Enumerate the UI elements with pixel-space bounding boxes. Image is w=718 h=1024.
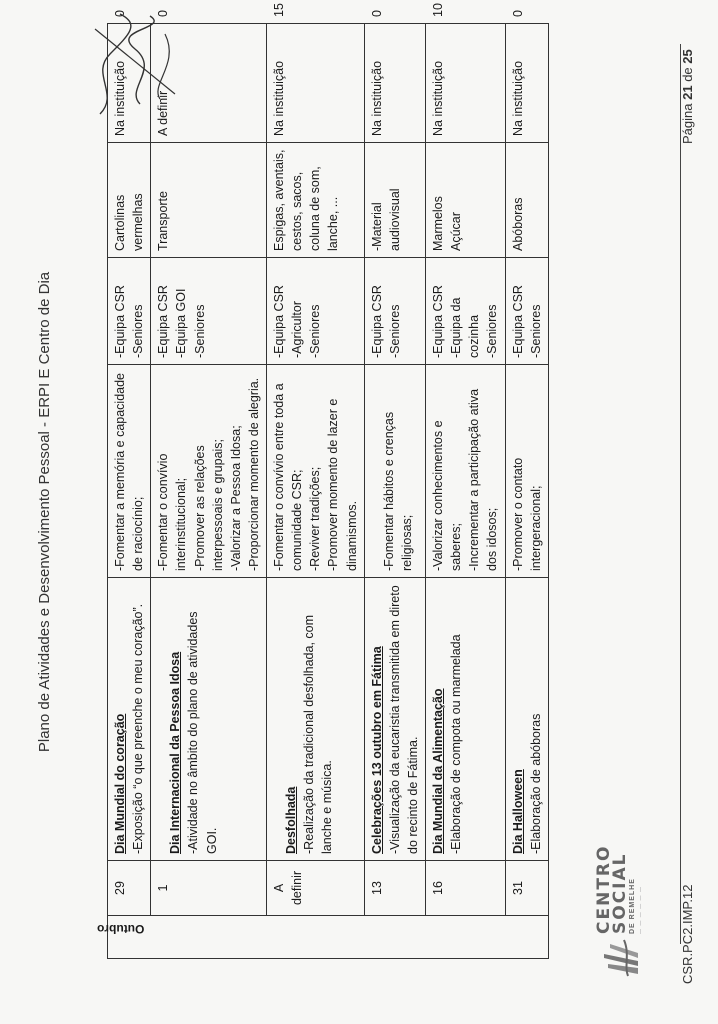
month-cell bbox=[97, 916, 549, 959]
resources-cell bbox=[151, 258, 267, 365]
footer-divider bbox=[680, 44, 681, 944]
objective-text: -Incrementar a participação ativa dos idosos; bbox=[467, 388, 500, 571]
page-prefix: Página bbox=[680, 103, 695, 144]
objectives-cell bbox=[108, 365, 151, 578]
materials-cell bbox=[426, 143, 506, 258]
location-cell: Na instituição bbox=[426, 24, 506, 143]
activity-title: Dia Halloween bbox=[510, 769, 525, 854]
objective-text: -Promover o contato intergeracional; bbox=[510, 457, 543, 571]
activity-title: Dia Internacional da Pessoa Idosa bbox=[168, 651, 183, 854]
objectives-cell bbox=[151, 365, 267, 578]
resource-text: -Seniores bbox=[387, 304, 402, 358]
activity-title: Desfolhada bbox=[284, 786, 298, 854]
activity-cell bbox=[267, 578, 365, 861]
document-code: CSR.PC2.IMP.12 bbox=[680, 884, 695, 984]
activities-table bbox=[97, 3, 549, 959]
activity-cell bbox=[364, 578, 425, 861]
material-text: Abóboras bbox=[510, 197, 525, 251]
resources-cell bbox=[267, 258, 365, 365]
logo-text-line3: DE REMELHE bbox=[629, 878, 636, 934]
activity-text: -Atividade no âmbito do plano de atividades GOI. bbox=[186, 611, 219, 854]
logo-text-line2: SOCIAL bbox=[610, 852, 630, 934]
resource-text: -Equipa CSR bbox=[369, 285, 384, 358]
resources-cell bbox=[505, 258, 548, 365]
table-row: 1 Dia Internacional da Pessoa Idosa -Atividade no âmbito do plano de atividades GOI. -Fomentar o convívio interinstitucional; -Promover as relações interpessoais e grupais; -Valorizar a Pessoa Idosa; -Proporcionar momento de alegria. -Equipa CSR -Equipa GOI -Seniores Transporte A definir 0 bbox=[151, 24, 267, 959]
objective-text: -Valorizar conhecimentos e saberes; bbox=[431, 420, 464, 571]
activity-cell bbox=[426, 578, 506, 861]
resource-text: -Equipa CSR bbox=[113, 285, 127, 358]
objectives-cell bbox=[426, 365, 506, 578]
resource-text: -Equipa da cozinha bbox=[449, 297, 482, 358]
table-row: Outubro 29 Dia Mundial do coração -Exposição “o que preenche o meu coração”. -Fomentar a memória e capacidade de raciocínio; -Equipa CSR -Seniores Cartolinas vermelhas Na instituição 0 bbox=[108, 24, 151, 959]
activity-cell bbox=[151, 578, 267, 861]
resources-cell bbox=[364, 258, 425, 365]
material-text: Marmelos bbox=[431, 196, 445, 251]
resources-cell bbox=[108, 258, 151, 365]
material-text: Açúcar bbox=[449, 212, 464, 251]
logo-text-line4: — — — — — — bbox=[638, 886, 644, 934]
materials-cell bbox=[505, 143, 548, 258]
activity-title: Dia Mundial da Alimentação bbox=[431, 688, 445, 854]
resource-text: -Seniores bbox=[308, 304, 323, 358]
month-label: Outubro bbox=[97, 922, 145, 937]
objectives-cell bbox=[505, 365, 548, 578]
activity-cell bbox=[505, 578, 548, 861]
table-row: 16 Dia Mundial da Alimentação -Elaboração de compota ou marmelada -Valorizar conhecimentos e saberes; -Incrementar a participação ativa dos idosos; -Equipa CSR -Equipa da cozinha -Seniores Marmelos Açúcar Na instituição 10 bbox=[426, 24, 506, 959]
resource-text: -Equipa GOI bbox=[174, 288, 189, 358]
objective-text: -Fomentar o convívio interinstitucional; bbox=[156, 453, 189, 571]
resource-text: -Seniores bbox=[131, 304, 146, 358]
materials-cell bbox=[364, 143, 425, 258]
objectives-cell bbox=[364, 365, 425, 578]
hands-logo-icon bbox=[598, 938, 642, 978]
objective-text: -Promover momento de lazer e dinamismos. bbox=[326, 398, 359, 571]
table-row: A definir Desfolhada -Realização da tradicional desfolhada, com lanche e música. -Fomentar o convívio entre toda a comunidade CSR; -Reviver tradições; -Promover momento de lazer e dinamismos. -Equipa CSR -Agricultor -Seniores Espigas, aventais, cestos, sacos, coluna de som, lanche, ... Na instituição 15 bbox=[267, 24, 365, 959]
materials-cell bbox=[267, 143, 365, 258]
location-cell: A definir bbox=[151, 24, 267, 143]
material-text: Espigas, aventais, cestos, sacos, coluna de som, lanche, ... bbox=[272, 149, 341, 251]
location-cell: Na instituição bbox=[267, 24, 365, 143]
materials-cell bbox=[108, 143, 151, 258]
material-text: Cartolinas vermelhas bbox=[113, 193, 146, 251]
logo-text-line1: CENTRO bbox=[594, 844, 614, 934]
page-total: 25 bbox=[680, 49, 695, 64]
objective-text: -Fomentar o convívio entre toda a comunidade CSR; bbox=[272, 383, 305, 571]
resource-text: -Equipa CSR bbox=[156, 285, 171, 358]
objective-text: -Promover as relações interpessoais e grupais; bbox=[192, 438, 225, 571]
activity-text: -Elaboração de abóboras bbox=[528, 713, 543, 854]
resource-text: -Seniores bbox=[192, 304, 207, 358]
day-cell: 16 bbox=[426, 861, 506, 916]
activity-text: -Exposição “o que preenche o meu coração”. bbox=[131, 603, 146, 854]
location-cell: Na instituição bbox=[108, 24, 151, 143]
resource-text: -Agricultor bbox=[290, 301, 305, 358]
day-cell: 29 bbox=[108, 861, 151, 916]
table-row: 13 Celebrações 13 outubro em Fátima -Visualização da eucaristia transmitida em direto do recinto de Fátima. -Fomentar hábitos e crenças religiosas; -Equipa CSR -Seniores -Material audiovisual Na instituição 0 bbox=[364, 24, 425, 959]
objective-text: -Valorizar a Pessoa Idosa; bbox=[228, 425, 243, 571]
page-current: 21 bbox=[680, 85, 695, 100]
activity-title: Celebrações 13 outubro em Fátima bbox=[369, 646, 384, 854]
material-text: -Material audiovisual bbox=[369, 188, 402, 251]
location-cell: Na instituição bbox=[505, 24, 548, 143]
table-row: 31 Dia Halloween -Elaboração de abóboras -Promover o contato intergeracional; -Equipa CSR -Seniores Abóboras Na instituição 0 bbox=[505, 24, 548, 959]
page-of: de bbox=[680, 67, 695, 82]
material-text: Transporte bbox=[156, 191, 171, 251]
activity-text: -Elaboração de compota ou marmelada bbox=[449, 634, 464, 854]
activity-text: -Realização da tradicional desfolhada, com lanche e música. bbox=[302, 614, 335, 854]
objective-text: -Fomentar a memória e capacidade de raciocínio; bbox=[113, 372, 146, 571]
resource-text: -Equipa CSR bbox=[431, 285, 445, 358]
centro-social-logo bbox=[596, 828, 646, 978]
day-cell: A definir bbox=[267, 861, 365, 916]
location-cell: Na instituição bbox=[364, 24, 425, 143]
objective-text: -Reviver tradições; bbox=[308, 466, 323, 571]
activity-title: Dia Mundial do coração bbox=[113, 713, 127, 854]
day-cell: 13 bbox=[364, 861, 425, 916]
resource-text: -Equipa CSR bbox=[510, 285, 525, 358]
resource-text: -Equipa CSR bbox=[272, 285, 286, 358]
resource-text: -Seniores bbox=[485, 304, 500, 358]
day-cell: 31 bbox=[505, 861, 548, 916]
objectives-cell bbox=[267, 365, 365, 578]
activity-cell bbox=[108, 578, 151, 861]
materials-cell bbox=[151, 143, 267, 258]
objective-text: -Fomentar hábitos e crenças religiosas; bbox=[381, 411, 414, 571]
resources-cell bbox=[426, 258, 506, 365]
document-title: Plano de Atividades e Desenvolvimento Pessoal - ERPI E Centro de Dia bbox=[36, 271, 53, 753]
day-cell: 1 bbox=[151, 861, 267, 916]
resource-text: -Seniores bbox=[528, 304, 543, 358]
activity-text: -Visualização da eucaristia transmitida em direto do recinto de Fátima. bbox=[387, 585, 420, 854]
objective-text: -Proporcionar momento de alegria. bbox=[246, 377, 261, 571]
page-number bbox=[680, 49, 695, 144]
